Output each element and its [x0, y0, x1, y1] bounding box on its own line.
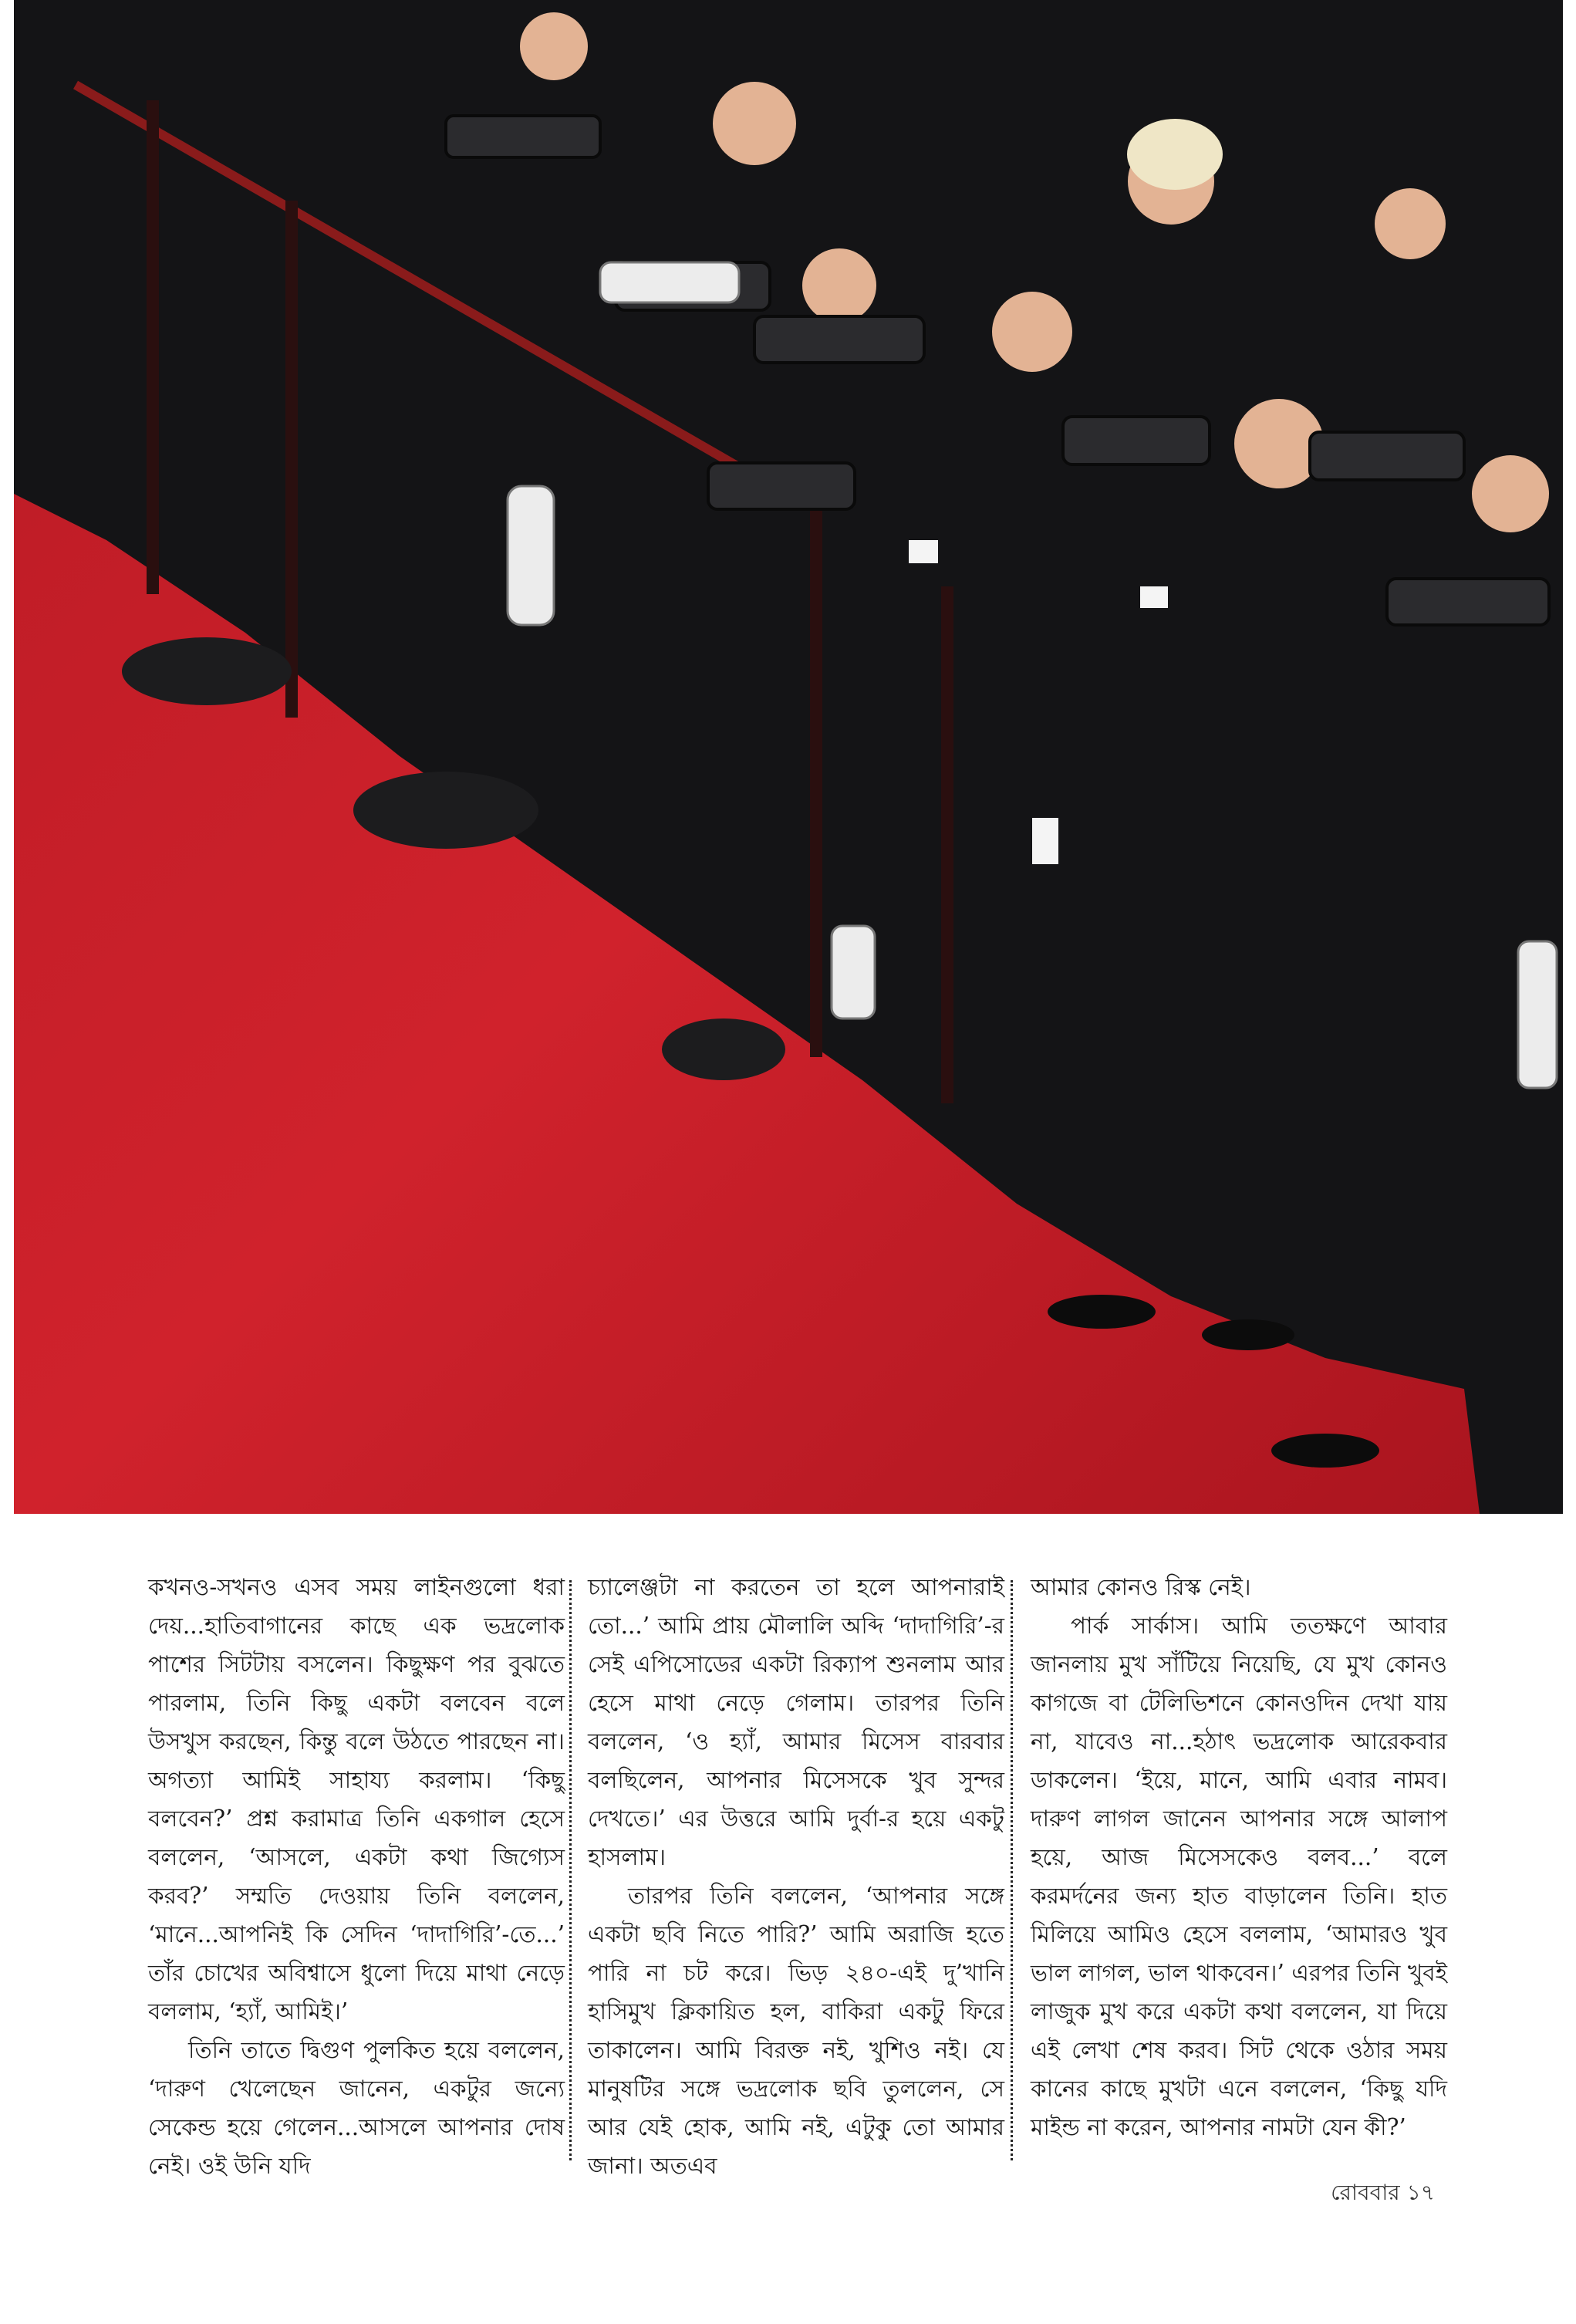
paragraph: কখনও-সখনও এসব সময় লাইনগুলো ধরা দেয়...হাতিবাগানের কাছে এক ভদ্রলোক পাশের সিটটায় বসলেন। কিছুক্ষণ পর বুঝতে পারলাম, তিনি কিছু একটা বলবেন বলে উসখুস করছেন, কিন্তু বলে উঠতে পারছেন না। অগত্যা আমিই সাহায্য করলাম। ‘কিছু বলবেন?’ প্রশ্ন করামাত্র তিনি একগাল হেসে বললেন, ‘আসলে, একটা কথা জিগ্যেস করব?’ সম্মতি দেওয়ায় তিনি বললেন, ‘মানে...আপনিই কি সেদিন ‘দাদাগিরি’-তে...’ তাঁর চোখের অবিশ্বাসে ধুলো দিয়ে মাথা নেড়ে বললাম, ‘হ্যাঁ, আমিই।’ — [148, 1574, 565, 2025]
paragraph: পার্ক সার্কাস। আমি ততক্ষণে আবার জানলায় মুখ সাঁটিয়ে নিয়েছি, যে মুখ কোনও কাগজে বা টেলিভিশনে কোনওদিন দেখা যায় না, যাবেও না...হঠাৎ ভদ্রলোক আরেকবার ডাকলেন। ‘ইয়ে, মানে, আমি এবার নামব। দারুণ লাগল জানেন আপনার সঙ্গে আলাপ হয়ে, আজ মিসেসকেও বলব...’ বলে করমর্দনের জন্য হাত বাড়ালেন তিনি। হাত মিলিয়ে আমিও হেসে বললাম, ‘আমারও খুব ভাল লাগল, ভাল থাকবেন।’ এরপর তিনি খুবই লাজুক মুখ করে একটা কথা বললেন, যা দিয়ে এই লেখা শেষ করব। সিট থেকে ওঠার সময় কানের কাছে মুখটা এনে বললেন, ‘কিছু যদি মাইন্ড না করেন, আপনার নামটা যেন কী?’ — [1031, 1613, 1447, 2140]
column-divider — [569, 1580, 572, 2160]
article-column-2 — [588, 1568, 1004, 2185]
page-footer: রোববার ১৭ — [1331, 2180, 1435, 2205]
paragraph: চ্যালেঞ্জটা না করতেন তা হলে আপনারাই তো...’ আমি প্রায় মৌলালি অব্দি ‘দাদাগিরি’-র সেই এপিসোডের একটা রিক্যাপ শুনলাম আর হেসে মাথা নেড়ে গেলাম। তারপর তিনি বললেন, ‘ও হ্যাঁ, আমার মিসেস বারবার বলছিলেন, আপনার মিসেসকে খুব সুন্দর দেখতে।’ এর উত্তরে আমি দুর্বা-র হয়ে একটু হাসলাম। — [588, 1574, 1004, 1870]
paragraph: আমার কোনও রিস্ক নেই। — [1031, 1574, 1251, 1600]
paragraph: তারপর তিনি বললেন, ‘আপনার সঙ্গে একটা ছবি নিতে পারি?’ আমি অরাজি হতে পারি না চট করে। ভিড় ২৪০-এই দু’খানি হাসিমুখ ক্লিকায়িত হল, বাকিরা একটু ফিরে তাকালেন। আমি বিরক্ত নই, খুশিও নই। যে মানুষটির সঙ্গে ভদ্রলোক ছবি তুললেন, সে আর যেই হোক, আমি নই, এটুকু তো আমার জানা। অতএব — [588, 1883, 1004, 2179]
paragraph: তিনি তাতে দ্বিগুণ পুলকিত হয়ে বললেন, ‘দারুণ খেলেছেন জানেন, একটুর জন্যে সেকেন্ড হয়ে গেলেন...আসলে আপনার দোষ নেই। ওই উনি যদি — [148, 2037, 565, 2179]
column-divider — [1011, 1580, 1013, 2160]
article-column-1 — [148, 1568, 565, 2185]
photographers-photo — [14, 0, 1563, 1514]
article-column-3 — [1031, 1568, 1447, 2147]
